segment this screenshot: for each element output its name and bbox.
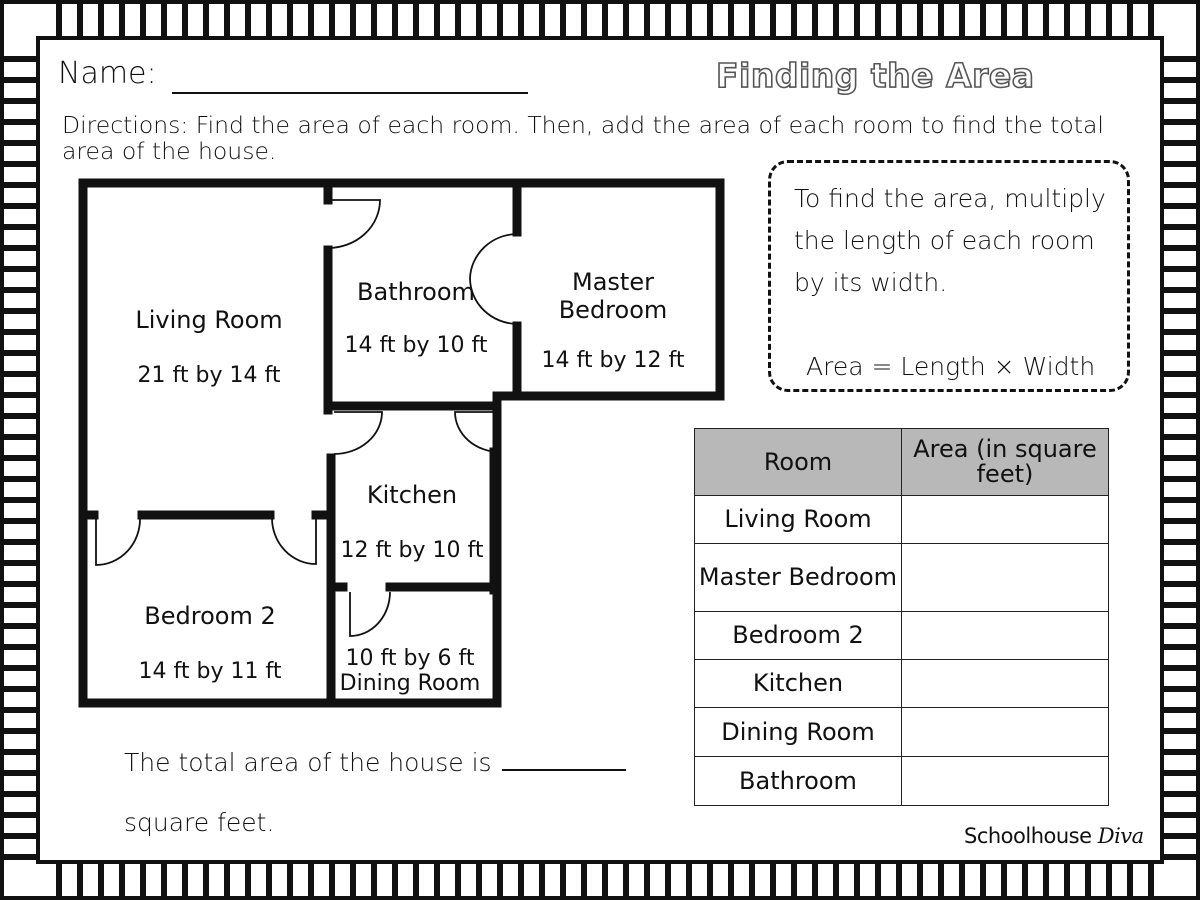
room-name: Dining Room	[339, 671, 481, 696]
table-area-cell[interactable]	[902, 612, 1109, 660]
room-dimensions: 14 ft by 11 ft	[138, 659, 282, 684]
tip-line-3: by its width.	[794, 268, 948, 297]
table-area-cell[interactable]	[902, 496, 1109, 544]
room-dimensions: 14 ft by 10 ft	[344, 333, 488, 358]
room-dimensions: 10 ft by 6 ft	[345, 646, 475, 671]
door-arc	[350, 592, 390, 636]
room-name: Kitchen	[366, 481, 458, 509]
table-room-cell: Kitchen	[695, 660, 902, 708]
table-row	[695, 496, 1109, 544]
table-room-cell: Bedroom 2	[695, 612, 902, 660]
worksheet-title: Finding the Area	[716, 56, 1035, 95]
brand-accent: Diva	[1097, 824, 1144, 848]
area-table	[694, 428, 1109, 806]
door-arc	[96, 518, 140, 565]
table-room-cell: Master Bedroom	[695, 544, 902, 612]
brand-logo	[964, 824, 1144, 848]
room-name: Master	[572, 268, 654, 296]
room-labels	[135, 268, 684, 696]
total-area-units: square feet.	[124, 808, 275, 837]
room-name: Living Room	[135, 306, 283, 334]
table-area-cell[interactable]	[902, 544, 1109, 612]
table-area-cell[interactable]	[902, 708, 1109, 757]
table-row	[695, 757, 1109, 806]
tip-line-1: To find the area, multiply	[794, 184, 1106, 213]
brand-main: Schoolhouse	[964, 824, 1092, 848]
table-header-area: Area (in square feet)	[902, 429, 1109, 496]
table-row	[695, 660, 1109, 708]
table-header-room: Room	[695, 429, 902, 496]
table-header-row	[695, 429, 1109, 496]
door-arcs	[96, 200, 517, 636]
room-name: Bathroom	[357, 278, 475, 306]
door-arc	[328, 200, 380, 248]
table-room-cell: Bathroom	[695, 757, 902, 806]
room-dimensions: 14 ft by 12 ft	[541, 348, 685, 373]
room-dimensions: 12 ft by 10 ft	[340, 538, 484, 563]
table-row	[695, 544, 1109, 612]
room-name: Bedroom	[558, 296, 668, 324]
tip-line-2: the length of each room	[794, 226, 1095, 255]
table-area-cell[interactable]	[902, 757, 1109, 806]
total-area-text: The total area of the house is	[124, 748, 492, 777]
room-name: Bedroom 2	[144, 602, 276, 630]
table-row	[695, 708, 1109, 757]
table-row	[695, 612, 1109, 660]
table-room-cell: Dining Room	[695, 708, 902, 757]
total-area-blank[interactable]	[502, 749, 626, 771]
room-dimensions: 21 ft by 14 ft	[137, 363, 281, 388]
door-arc	[470, 234, 517, 324]
name-label: Name:	[58, 56, 157, 91]
table-room-cell: Living Room	[695, 496, 902, 544]
area-formula: Area = Length × Width	[806, 352, 1096, 381]
total-area-prompt	[124, 748, 626, 777]
table-area-cell[interactable]	[902, 660, 1109, 708]
door-arc	[272, 518, 316, 564]
directions-text: Directions: Find the area of each room. Then, add the area of each room to find the total area of the house.	[62, 111, 1104, 165]
door-arc	[334, 412, 382, 454]
